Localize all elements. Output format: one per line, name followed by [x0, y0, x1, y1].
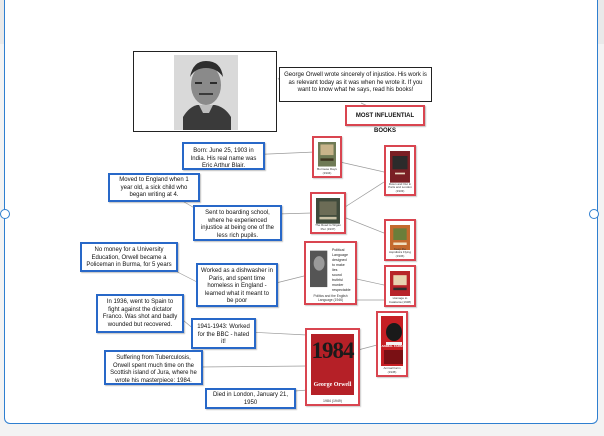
book-cover-image: [316, 198, 340, 224]
died-popple[interactable]: Died in London, January 21, 1950: [205, 388, 296, 409]
cover-line: Political: [332, 248, 345, 252]
book-caption: The Road to Wigan Pier (1937): [315, 223, 341, 231]
dishwasher-popple[interactable]: Worked as a dishwasher in Paris, and spent time homeless in England - learned what it meant to be poor: [196, 263, 278, 307]
book-cover-text: [332, 248, 351, 293]
book-cover-animal-farm: [381, 316, 403, 366]
book-caption: Politics and the English Language (1946): [313, 294, 348, 302]
book-caption: Down and Out in Paris and London (1933): [388, 181, 412, 193]
book-popple-1984[interactable]: [305, 328, 360, 406]
pig-illustration-icon: [381, 316, 403, 366]
cover-line: to make: [332, 263, 345, 267]
cover-author: George Orwell: [313, 382, 352, 388]
book-popple-homage-to-catalonia[interactable]: [384, 265, 416, 307]
book-caption: Keep the Aspidistra Flying (1936): [388, 246, 411, 258]
book-cover-image: [318, 142, 336, 167]
born-popple[interactable]: Born: June 25, 1903 in India. His real name was Eric Arthur Blair.: [182, 142, 265, 170]
bbc-popple[interactable]: 1941-1943: Worked for the BBC - hated it!: [191, 318, 256, 349]
book-popple-burmese-days[interactable]: [312, 136, 342, 178]
book-popple-politics-english-language[interactable]: [304, 241, 357, 305]
book-popple-aspidistra[interactable]: [384, 219, 416, 261]
cover-line: lies: [332, 268, 338, 272]
cover-title: 1984: [311, 338, 354, 363]
cover-line: murder: [332, 283, 344, 287]
cover-line: designed: [332, 258, 347, 262]
book-cover-1984: [311, 334, 354, 395]
cover-line: sound: [332, 273, 342, 277]
book-caption: Burmese Days (1934): [317, 167, 337, 175]
tuberculosis-popple[interactable]: Suffering from Tuberculosis, Orwell spent much time on the Scottish island of Jura, where he wrote his masterpiece: 1984.: [104, 350, 203, 385]
cover-title: ANIMAL FARM: [381, 344, 403, 348]
influential-books-popple[interactable]: MOST INFLUENTIAL BOOKS: [345, 105, 425, 126]
portrait-popple[interactable]: [133, 51, 277, 132]
book-caption: Animal Farm (1945): [383, 366, 401, 374]
book-caption: Homage to Catalonia (1938): [388, 296, 412, 304]
book-cover-image: [390, 271, 410, 296]
cover-line: Language: [332, 253, 348, 257]
boarding-school-popple[interactable]: Sent to boarding school, where he experienced injustice at being one of the less rich pupils.: [193, 205, 282, 241]
cover-line: respectable: [332, 288, 351, 292]
burma-popple[interactable]: No money for a University Education, Orwell became a Policeman in Burma, for 5 years: [80, 242, 178, 272]
spain-popple[interactable]: In 1936, went to Spain to fight against the dictator Franco. Was shot and badly wounded but recovered.: [96, 294, 184, 333]
book-cover-image: [390, 151, 410, 183]
cover-line: truthful: [332, 278, 343, 282]
orwell-portrait-image: [137, 55, 275, 130]
england-popple[interactable]: Moved to England when 1 year old, a sick child who began writing at 4.: [108, 173, 200, 202]
book-caption: 1984 (1949): [323, 398, 342, 403]
book-popple-animal-farm[interactable]: [376, 311, 408, 377]
book-popple-wigan-pier[interactable]: [310, 192, 346, 234]
intro-popple[interactable]: George Orwell wrote sincerely of injustice. His work is as relevant today as it was when he wrote it. If you want to know what he says, read his books!: [279, 67, 432, 102]
book-popple-down-and-out[interactable]: [384, 145, 416, 196]
